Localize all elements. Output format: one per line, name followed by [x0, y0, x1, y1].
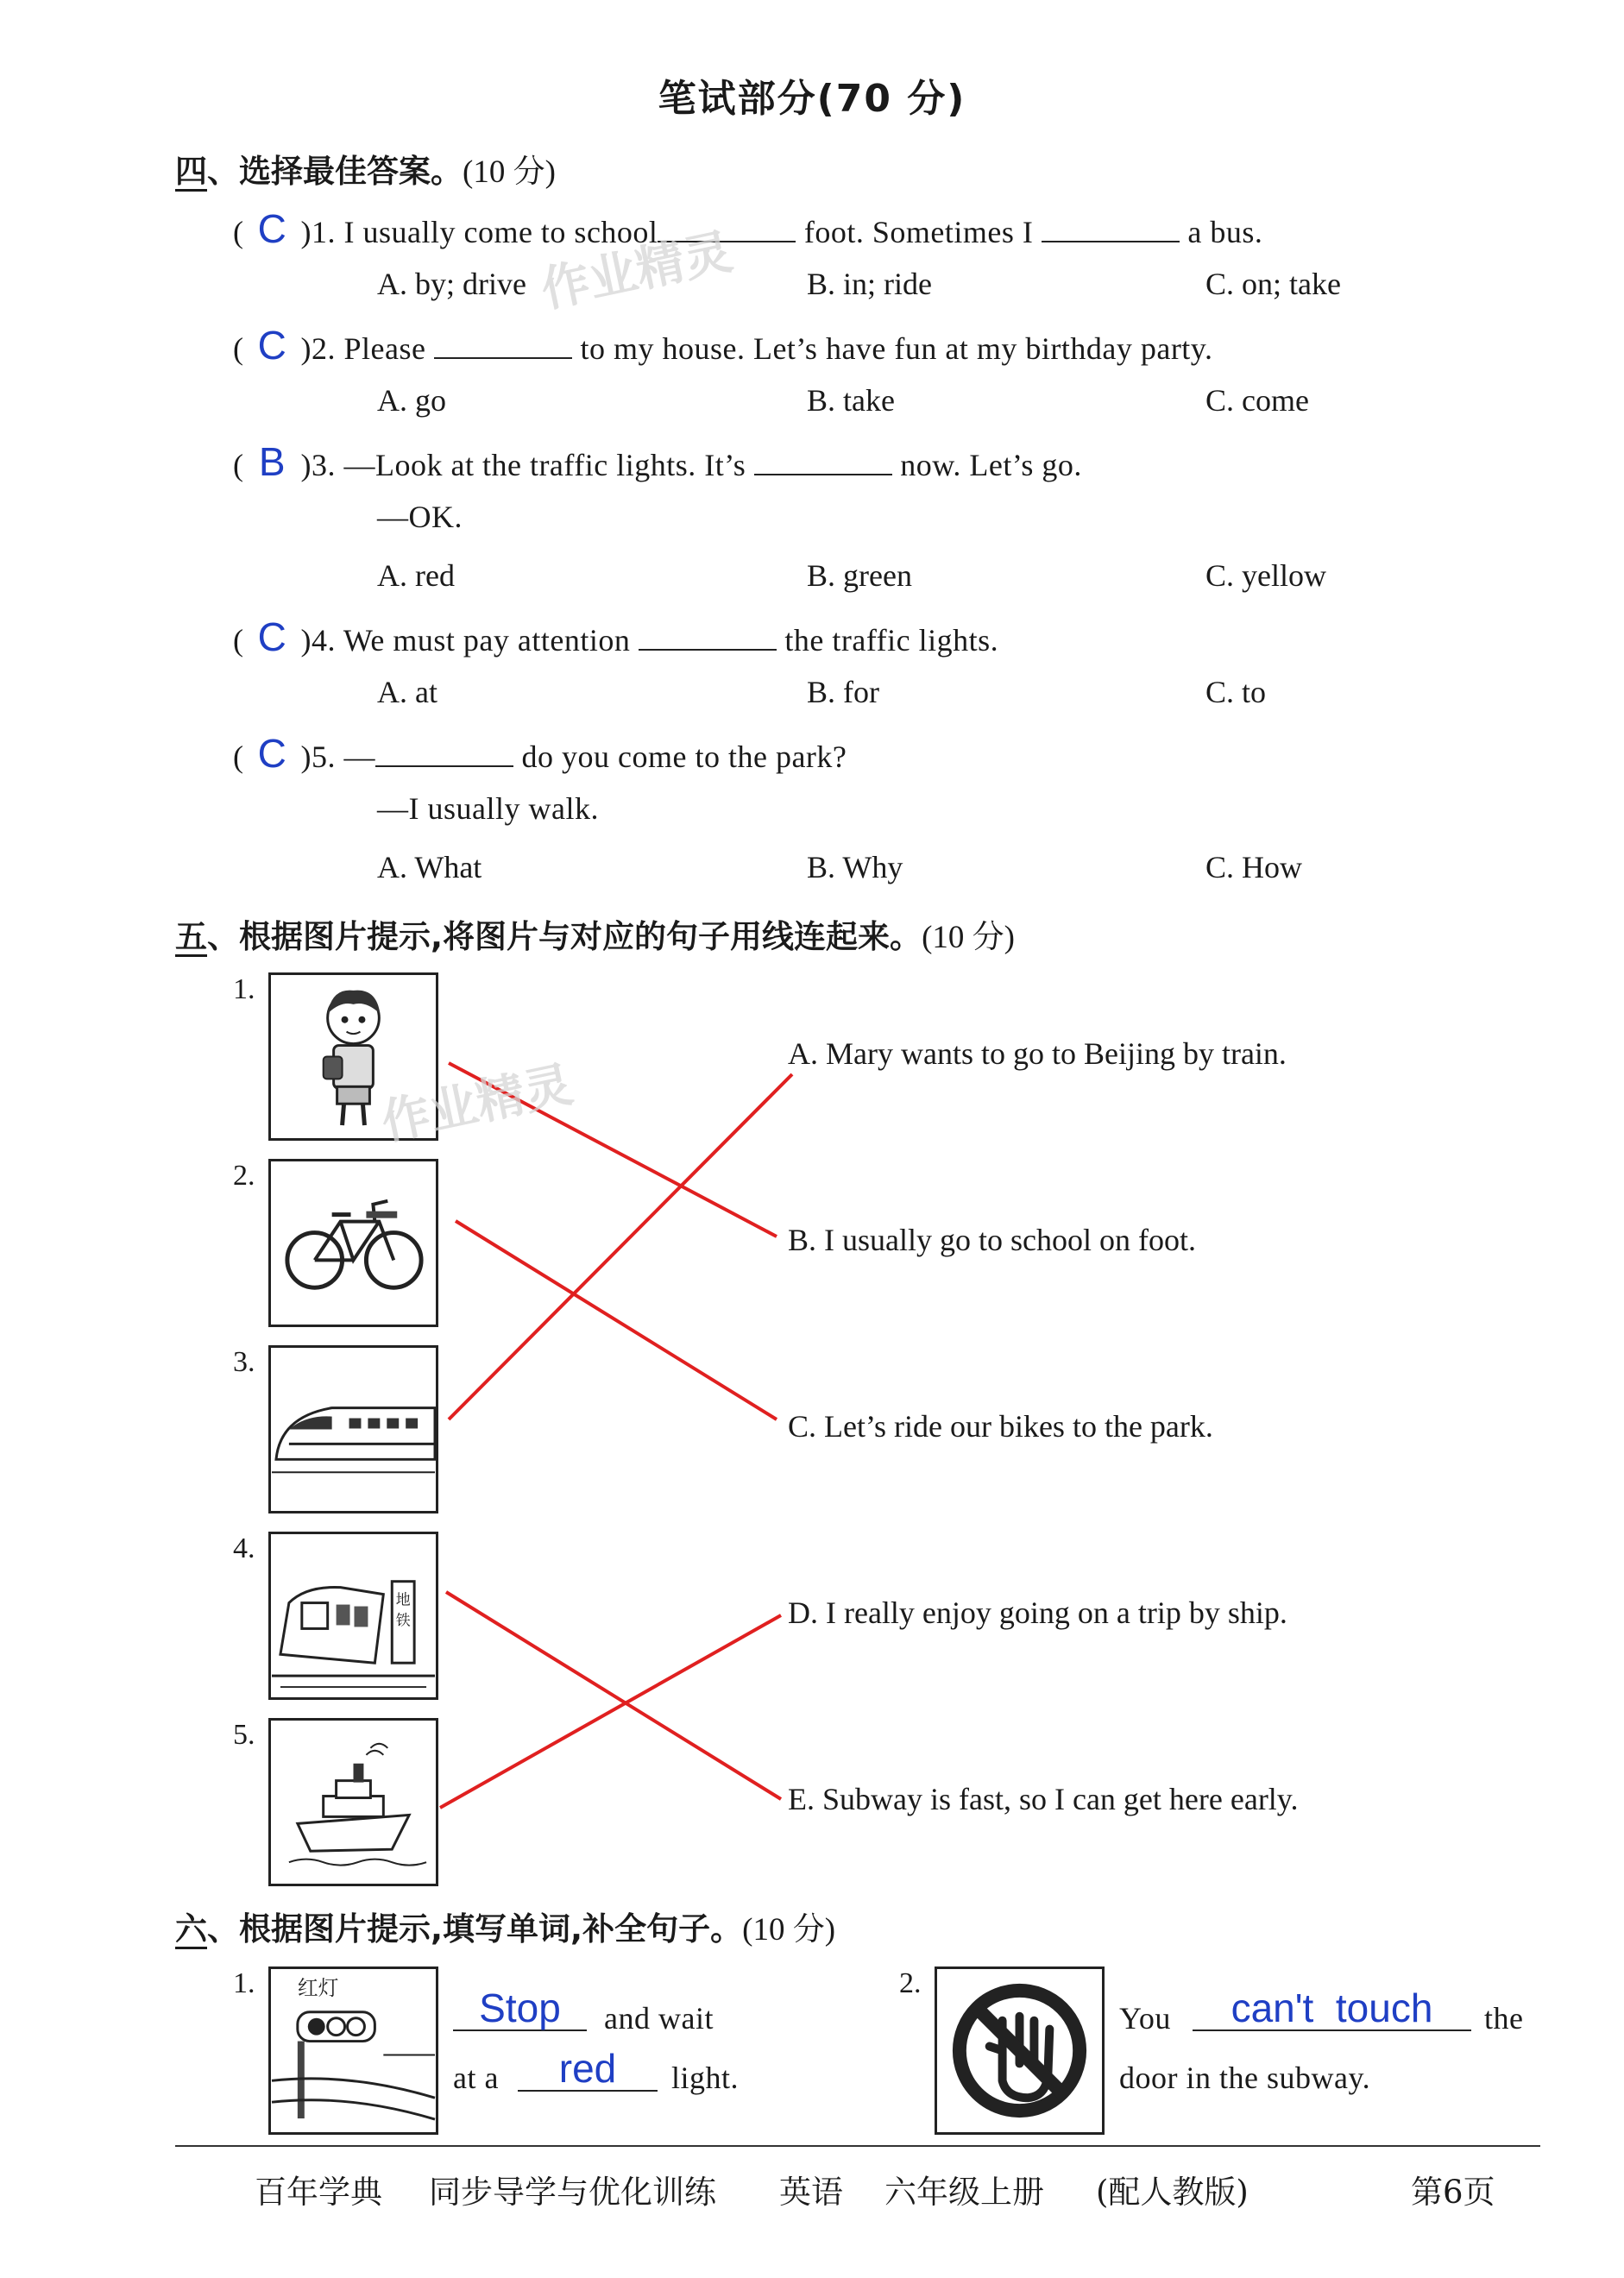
answer-cant-touch: can't touch [1193, 1985, 1471, 2031]
answer-3: B [258, 439, 286, 484]
section6-heading [175, 1903, 835, 1949]
page-number: 第6页 [1411, 2174, 1495, 2211]
section4-points: (10 分) [463, 154, 556, 190]
picture-number-5: 5. [233, 1719, 255, 1751]
option: C. to [1205, 675, 1267, 709]
item2-text2: the [1484, 2001, 1524, 2036]
section4-title: 、选择最佳答案。 [207, 153, 463, 190]
section4-number: 四 [175, 153, 207, 190]
answer-5: C [257, 731, 287, 776]
question-2: ( C )2. Please to my house. Let’s have fun at my birthday party. [233, 323, 1213, 368]
option: C. yellow [1205, 558, 1326, 593]
option: B. take [807, 383, 895, 418]
item1-text2: at a [453, 2061, 499, 2095]
match-line-4-e [446, 1592, 781, 1799]
watermark: 作业精灵 [376, 1056, 578, 1152]
answer-stop: Stop [453, 1985, 587, 2031]
question-5: ( C )5. — do you come to the park? [233, 731, 847, 776]
page-title: 笔试部分(70 分) [658, 77, 966, 121]
match-line-5-d [440, 1615, 781, 1808]
traffic-light-sign: 红灯 [297, 1975, 339, 2000]
traffic-light-icon [268, 1967, 438, 2135]
sentence-e: E. Subway is fast, so I can get here early. [788, 1782, 1299, 1816]
sentence-b: B. I usually go to school on foot. [788, 1223, 1196, 1257]
subway-sign-char: 铁 [395, 1611, 411, 1629]
answer-1: C [257, 206, 287, 251]
section6-title: 、根据图片提示,填写单词,补全句子。 [207, 1910, 743, 1948]
section6-number: 六 [175, 1910, 207, 1948]
option: B. Why [807, 850, 903, 884]
section5-title: 、根据图片提示,将图片与对应的句子用线连起来。 [207, 918, 922, 955]
question-1: ( C )1. I usually come to school foot. Sometimes I a bus. [233, 206, 1263, 251]
option: A. go [377, 383, 446, 418]
option: B. in; ride [807, 267, 932, 301]
subway-sign-char: 地 [395, 1590, 411, 1608]
option: A. What [377, 850, 482, 884]
item2-text1: You [1119, 2001, 1171, 2036]
item2-text3: door in the subway. [1119, 2061, 1371, 2095]
item1-text3: light. [671, 2061, 740, 2095]
section5-number: 五 [175, 918, 207, 955]
sentence-a: A. Mary wants to go to Beijing by train. [788, 1036, 1287, 1071]
option: C. How [1205, 850, 1303, 884]
answer-2: C [257, 323, 287, 368]
picture-number-4: 4. [233, 1532, 255, 1564]
footer-series: 同步导学与优化训练 [429, 2174, 716, 2211]
no-touch-icon [935, 1967, 1105, 2135]
footer-brand: 百年学典 [255, 2174, 382, 2211]
question-5-reply: —I usually walk. [377, 791, 599, 826]
footer-subject: 英语 [779, 2174, 843, 2211]
question-3: ( B )3. —Look at the traffic lights. It’s now. Let’s go. [233, 439, 1082, 484]
option: B. green [807, 558, 912, 593]
answer-red: red [518, 2045, 658, 2092]
item-number-2: 2. [899, 1967, 922, 1999]
footer-divider [175, 2145, 1540, 2147]
section5-points: (10 分) [922, 920, 1015, 955]
option: A. at [377, 675, 437, 709]
answer-4: C [257, 614, 287, 659]
section6-points: (10 分) [742, 1912, 836, 1948]
option: C. come [1205, 383, 1309, 418]
question-3-reply: —OK. [377, 500, 463, 534]
option: C. on; take [1205, 267, 1341, 301]
sentence-c: C. Let’s ride our bikes to the park. [788, 1409, 1213, 1444]
option: A. by; drive [377, 267, 526, 301]
watermark: 作业精灵 [536, 223, 738, 319]
item-number-1: 1. [233, 1967, 255, 1999]
item1-text1: and wait [604, 2001, 714, 2036]
sentence-d: D. I really enjoy going on a trip by ship. [788, 1595, 1287, 1630]
question-4: ( C )4. We must pay attention the traffic lights. [233, 614, 999, 659]
footer-grade: 六年级上册 [884, 2174, 1044, 2211]
option: B. for [807, 675, 879, 709]
picture-number-1: 1. [233, 973, 255, 1005]
footer-edition: (配人教版) [1096, 2174, 1249, 2211]
picture-number-2: 2. [233, 1160, 255, 1192]
picture-number-3: 3. [233, 1346, 255, 1378]
option: A. red [377, 558, 455, 593]
